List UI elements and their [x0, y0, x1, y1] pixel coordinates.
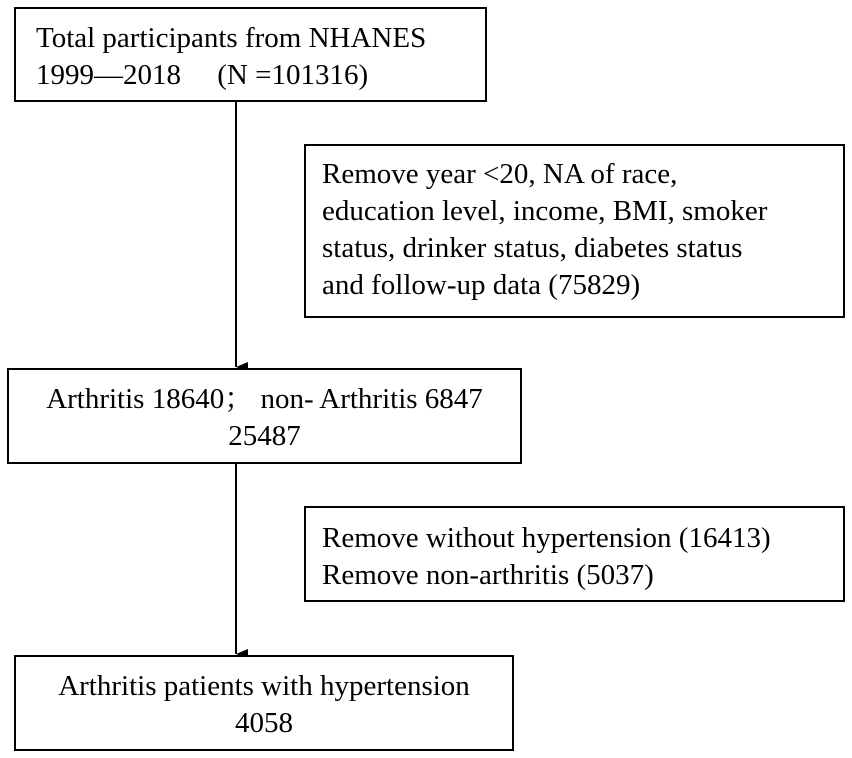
exclusion-1-line-4: and follow-up data (75829)	[322, 269, 641, 301]
final-line-2: 4058	[235, 707, 293, 739]
exclusion-box-2	[304, 506, 845, 602]
total-participants-box	[14, 7, 487, 102]
final-cohort-box	[14, 655, 514, 751]
final-line-1: Arthritis patients with hypertension	[58, 670, 470, 702]
exclusion-1-line-3: status, drinker status, diabetes status	[322, 232, 743, 264]
exclusion-box-1	[304, 144, 845, 318]
arthritis-split-box	[7, 368, 522, 464]
exclusion-1-line-1: Remove year <20, NA of race,	[322, 158, 678, 190]
total-line-1: Total participants from NHANES	[36, 22, 427, 54]
exclusion-2-line-2: Remove non-arthritis (5037)	[322, 559, 654, 591]
split-line-2: 25487	[228, 420, 301, 452]
split-line-1: Arthritis 18640； non- Arthritis 6847	[46, 383, 483, 415]
total-line-2: 1999—2018 (N =101316)	[36, 59, 369, 91]
exclusion-1-line-2: education level, income, BMI, smoker	[322, 195, 768, 227]
exclusion-2-line-1: Remove without hypertension (16413)	[322, 522, 771, 554]
